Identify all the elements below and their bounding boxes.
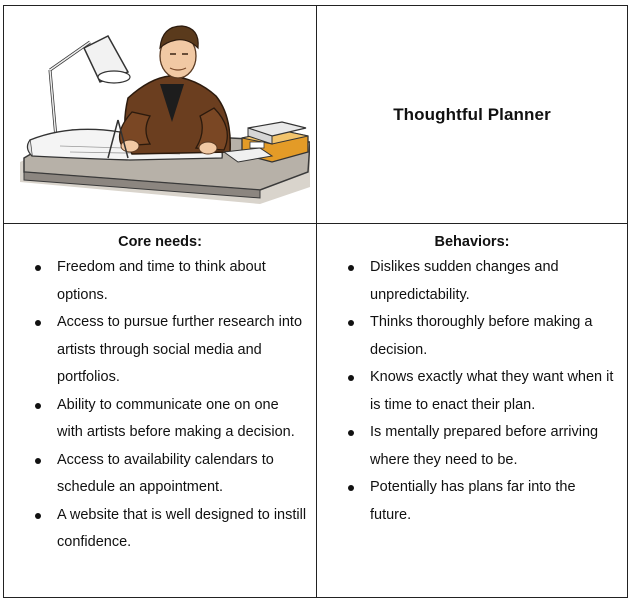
title-cell bbox=[317, 6, 628, 224]
bullet-icon bbox=[35, 265, 41, 271]
list-item-text: Knows exactly what they want when it is time to enact their plan. bbox=[370, 369, 614, 413]
persona-details-row bbox=[4, 224, 628, 598]
list-item bbox=[4, 502, 316, 557]
bullet-icon bbox=[348, 430, 354, 436]
list-item-text: Thinks thoroughly before making a decision. bbox=[370, 314, 593, 358]
bullet-icon bbox=[348, 375, 354, 381]
list-item-text: A website that is well designed to instill confidence. bbox=[57, 506, 307, 550]
list-item bbox=[4, 254, 316, 309]
list-item-text: Dislikes sudden changes and unpredictability. bbox=[370, 259, 559, 303]
persona-title: Thoughtful Planner bbox=[393, 104, 551, 124]
illustration-cell bbox=[4, 6, 317, 224]
list-item-text: Access to pursue further research into artists through social media and portfolios. bbox=[57, 314, 303, 385]
list-item bbox=[4, 392, 316, 447]
persona-header-row bbox=[4, 6, 628, 224]
list-item bbox=[317, 254, 627, 309]
list-item-text: Ability to communicate one on one with artists before making a decision. bbox=[57, 396, 295, 440]
core-needs-heading: Core needs: bbox=[118, 234, 202, 250]
behaviors-cell bbox=[317, 224, 628, 598]
bullet-icon bbox=[35, 403, 41, 409]
list-item-text: Access to availability calendars to schedule an appointment. bbox=[57, 451, 274, 495]
list-item-text: Is mentally prepared before arriving where they need to be. bbox=[370, 424, 599, 468]
bullet-icon bbox=[35, 513, 41, 519]
list-item bbox=[317, 364, 627, 419]
bullet-icon bbox=[348, 320, 354, 326]
bullet-icon bbox=[35, 458, 41, 464]
list-item bbox=[4, 309, 316, 392]
behaviors-heading: Behaviors: bbox=[434, 234, 510, 250]
persona-table bbox=[3, 5, 628, 598]
bullet-icon bbox=[348, 265, 354, 271]
architect-drafting-illustration bbox=[10, 12, 310, 212]
list-item bbox=[317, 419, 627, 474]
list-item bbox=[4, 447, 316, 502]
core-needs-cell bbox=[4, 224, 317, 598]
bullet-icon bbox=[348, 485, 354, 491]
bullet-icon bbox=[35, 320, 41, 326]
list-item-text: Potentially has plans far into the future. bbox=[370, 479, 576, 523]
core-needs-list bbox=[4, 254, 316, 557]
list-item bbox=[317, 474, 627, 529]
list-item bbox=[317, 309, 627, 364]
behaviors-list bbox=[317, 254, 627, 529]
list-item-text: Freedom and time to think about options. bbox=[57, 259, 266, 303]
